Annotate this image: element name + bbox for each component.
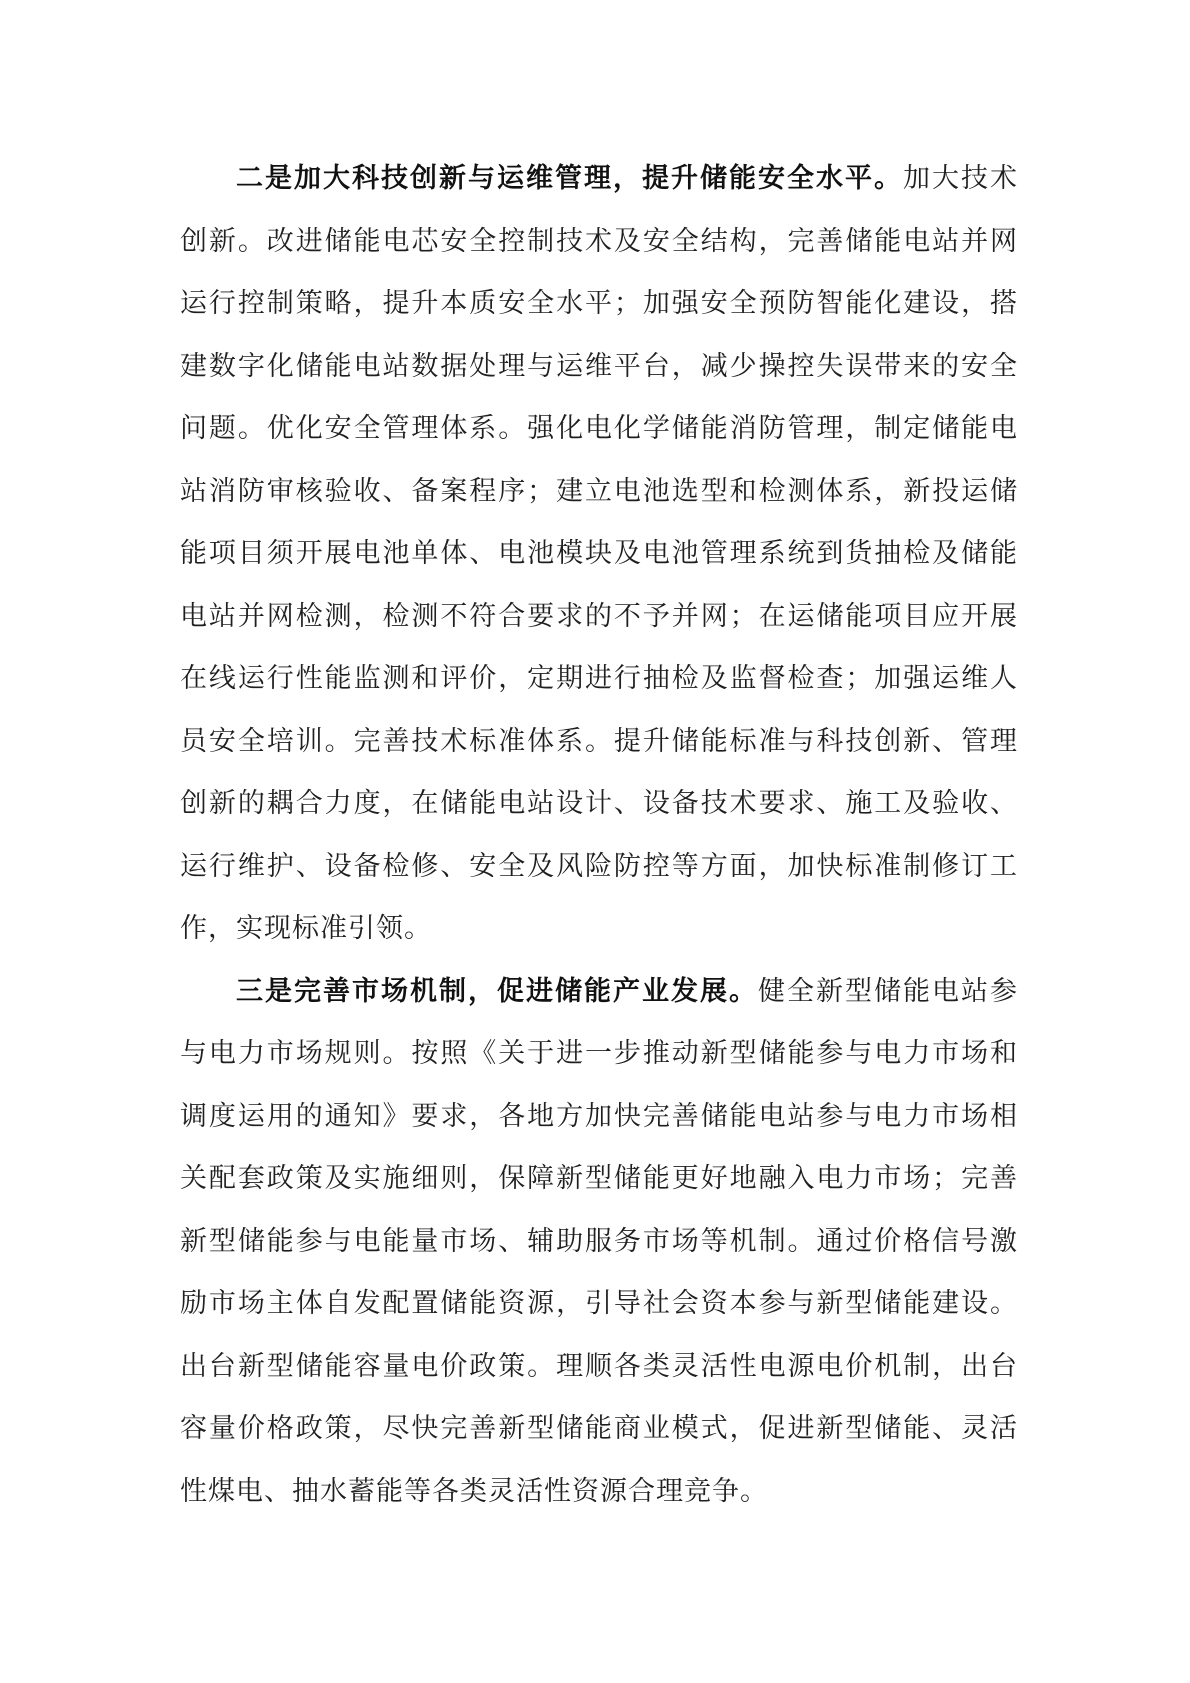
paragraph-body-text: 健全新型储能电站参与电力市场规则。按照《关于进一步推动新型储能参与电力市场和调度运用的通知》要求，各地方加快完善储能电站参与电力市场相关配套政策及实施细则，保障新型储能更好地融入电力市场；完善新型储能参与电能量市场、辅助服务市场等机制。通过价格信号激励市场主体自发配置储能资源，引导社会资本参与新型储能建设。出台新型储能容量电价政策。理顺各类灵活性电源电价机制，出台容量价格政策，尽快完善新型储能商业模式，促进新型储能、灵活性煤电、抽水蓄能等各类灵活性资源合理竞争。 bbox=[180, 975, 1018, 1507]
paragraph-body-text: 加大技术创新。改进储能电芯安全控制技术及安全结构，完善储能电站并网运行控制策略，提升本质安全水平；加强安全预防智能化建设，搭建数字化储能电站数据处理与运维平台，减少操控失误带来的安全问题。优化安全管理体系。强化电化学储能消防管理，制定储能电站消防审核验收、备案程序；建立电池选型和检测体系，新投运储能项目须开展电池单体、电池模块及电池管理系统到货抽检及储能电站并网检测，检测不符合要求的不予并网；在运储能项目应开展在线运行性能监测和评价，定期进行抽检及监督检查；加强运维人员安全培训。完善技术标准体系。提升储能标准与科技创新、管理创新的耦合力度，在储能电站设计、设备技术要求、施工及验收、运行维护、设备检修、安全及风险防控等方面，加快标准制修订工作，实现标准引领。 bbox=[180, 163, 1018, 944]
document-body bbox=[180, 148, 1018, 1523]
paragraph-tech-innovation bbox=[180, 148, 1018, 961]
paragraph-lead-heading: 三是完善市场机制，促进储能产业发展。 bbox=[236, 975, 758, 1007]
paragraph-lead-heading: 二是加大科技创新与运维管理，提升储能安全水平。 bbox=[236, 163, 903, 194]
paragraph-market-mechanism bbox=[180, 961, 1018, 1524]
